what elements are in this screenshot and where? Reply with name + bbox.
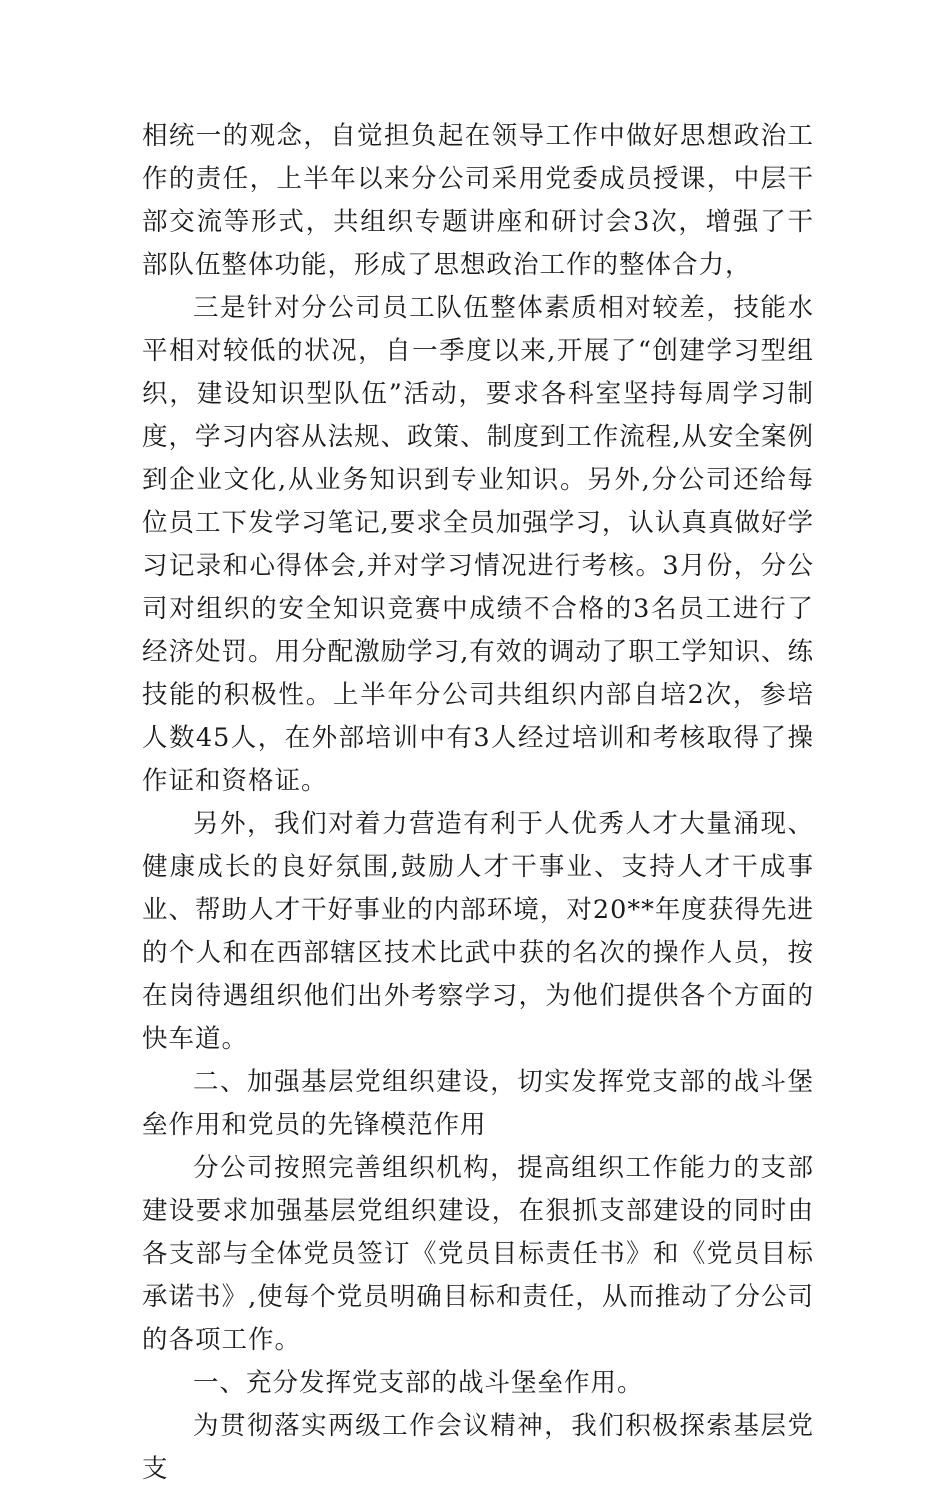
document-body (142, 115, 814, 1491)
paragraph-branch-construction: 分公司按照完善组织机构，提高组织工作能力的支部建设要求加强基层党组织建设，在狠抓支部建设的同时由各支部与全体党员签订《党员目标责任书》和《党员目标承诺书》,使每个党员明确目标和责任，从而推动了分公司的各项工作。 (142, 1153, 814, 1355)
paragraph-continuation: 相统一的观念，自觉担负起在领导工作中做好思想政治工作的责任，上半年以来分公司采用党委成员授课，中层干部交流等形式，共组织专题讲座和研讨会3次，增强了干部队伍整体功能，形成了思想政治工作的整体合力， (142, 121, 814, 280)
paragraph-meeting-spirit: 为贯彻落实两级工作会议精神，我们积极探索基层党支 (142, 1411, 814, 1484)
subsection-heading-fortress-role: 一、充分发挥党支部的战斗堡垒作用。 (193, 1368, 644, 1398)
section-heading-party-building: 二、加强基层党组织建设，切实发挥党支部的战斗堡垒作用和党员的先锋模范作用 (142, 1067, 814, 1140)
paragraph-third-point: 三是针对分公司员工队伍整体素质相对较差，技能水平相对较低的状况，自一季度以来,开展了“创建学习型组织，建设知识型队伍”活动，要求各科室坚持每周学习制度，学习内容从法规、政策、制度到工作流程,从安全案例到企业文化,从业务知识到专业知识。另外,分公司还给每位员工下发学习笔记,要求全员加强学习，认认真真做好学习记录和心得体会,并对学习情况进行考核。3月份，分公司对组织的安全知识竞赛中成绩不合格的3名员工进行了经济处罚。用分配激励学习,有效的调动了职工学知识、练技能的积极性。上半年分公司共组织内部自培2次，参培人数45人，在外部培训中有3人经过培训和考核取得了操作证和资格证。 (142, 293, 814, 796)
paragraph-talent-environment: 另外，我们对着力营造有利于人优秀人才大量涌现、健康成长的良好氛围,鼓励人才干事业、支持人才干成事业、帮助人才干好事业的内部环境，对20**年度获得先进的个人和在西部辖区技术比武中获的名次的操作人员，按在岗待遇组织他们出外考察学习，为他们提供各个方面的快车道。 (142, 809, 814, 1054)
